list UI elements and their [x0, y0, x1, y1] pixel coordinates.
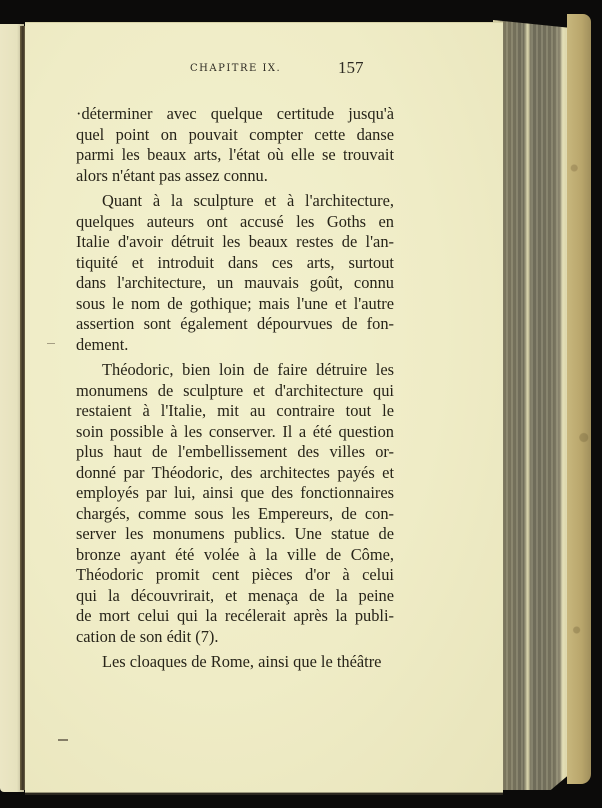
text-line: quel point on pouvait compter cette danse [76, 124, 394, 144]
body-text [76, 104, 394, 673]
text-line: bronze ayant été volée à la ville de Côme, [76, 544, 394, 564]
text-line: cation de son édit (7). [76, 626, 219, 646]
text-line: dement. [76, 334, 129, 354]
text-line: parmi les beaux arts, l'état où elle se trouvait [76, 145, 394, 164]
text-line: tiquité et introduit dans ces arts, surtout [76, 252, 394, 272]
paragraph [76, 104, 394, 186]
text-line: monumens de sculpture et d'architecture qui [76, 380, 394, 400]
text-line: Théodoric promit cent pièces d'or à celui [76, 565, 394, 584]
text-line: server les monumens publics. Une statue de [76, 524, 394, 543]
chapter-heading: CHAPITRE IX. [190, 63, 282, 74]
text-line: ·déterminer avec quelque certitude jusqu'à [76, 104, 394, 123]
text-line: Quant à la sculpture et à l'architecture, [102, 191, 394, 210]
text-line: de mort celui qui la recélerait après la publi- [76, 606, 394, 625]
text-line: Théodoric, bien loin de faire détruire les [102, 360, 394, 379]
text-line: sous le nom de gothique; mais l'une et l'autre [76, 293, 394, 313]
text-line: soin possible à les conserver. Il a été question [76, 421, 394, 441]
text-line: assertion sont également dépourvues de fon- [76, 314, 394, 333]
text-line: qui la découvrirait, et menaça de la peine [76, 585, 394, 605]
paragraph [76, 360, 394, 647]
text-line: donné par Théodoric, des architectes payés et [76, 462, 394, 482]
text-line: restaient à l'Italie, mit au contraire tout le [76, 401, 394, 420]
text-line: chargés, comme sous les Empereurs, de con- [76, 503, 394, 523]
text-line: dans l'architecture, un mauvais goût, connu [76, 273, 394, 292]
book-cover-edge [567, 14, 591, 784]
text-line: plus haut de l'embellissement des villes or- [76, 442, 394, 461]
text-line: quelques auteurs ont accusé les Goths en [76, 211, 394, 231]
page-fore-edge [493, 20, 569, 790]
ink-mark [58, 739, 68, 741]
text-line: alors n'étant pas assez connu. [76, 165, 268, 185]
paragraph [76, 652, 394, 673]
text-line: employés par lui, ainsi que des fonctionnaires [76, 483, 394, 502]
text-line: Italie d'avoir détruit les beaux restes de l'an- [76, 232, 394, 251]
text-line: Les cloaques de Rome, ainsi que le théâtre [102, 652, 382, 671]
ink-mark [47, 343, 55, 344]
paragraph [76, 191, 394, 355]
page-number: 157 [338, 58, 364, 77]
